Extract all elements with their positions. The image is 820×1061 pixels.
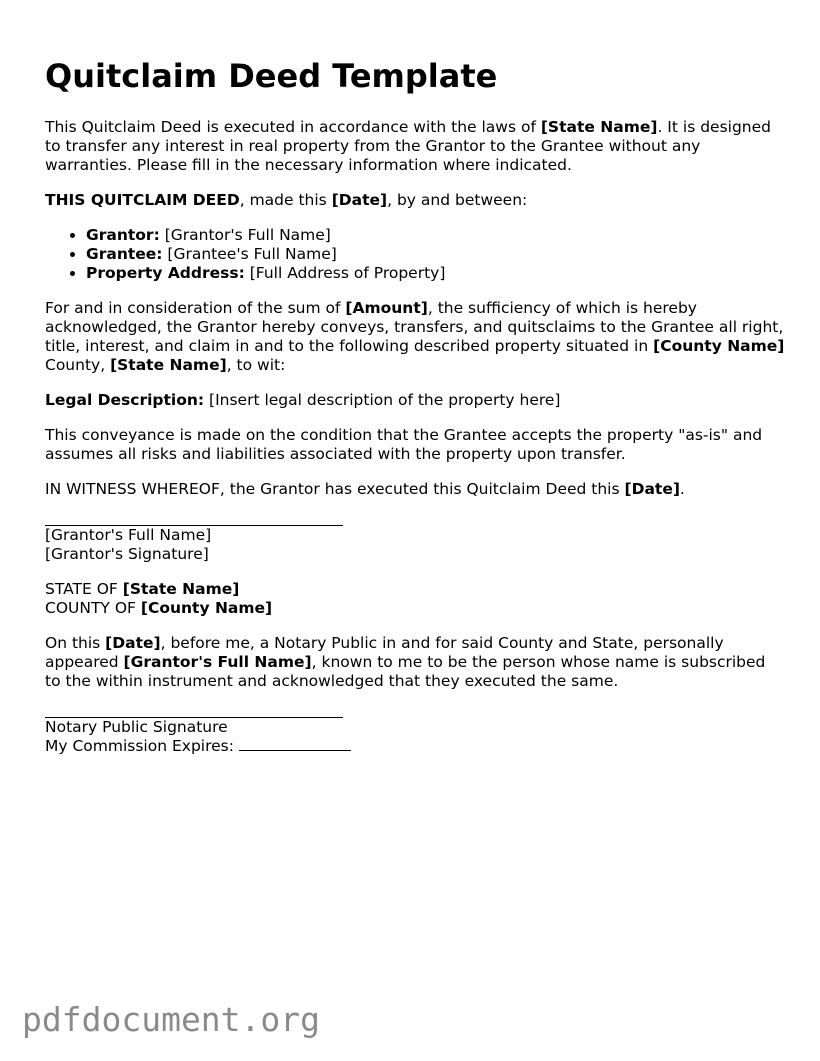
grantor-name-placeholder: [Grantor's Full Name] <box>123 653 312 671</box>
list-item-property-address: • Property Address: [Full Address of Property] <box>86 264 785 283</box>
list-item-grantee: • Grantee: [Grantee's Full Name] <box>86 245 785 264</box>
grantor-name-label: [Grantor's Full Name] <box>45 526 212 544</box>
state-placeholder: [State Name] <box>110 356 227 374</box>
page-title: Quitclaim Deed Template <box>45 57 498 95</box>
state-placeholder: [State Name] <box>540 118 658 136</box>
condition-paragraph: This conveyance is made on the condition that the Grantee accepts the property "as-is" and assumes all risks and liabilities associated with the property upon transfer. <box>45 426 763 463</box>
document-page <box>45 56 785 772</box>
notary-signature-label: Notary Public Signature <box>45 718 228 736</box>
watermark: pdfdocument.org <box>22 1000 321 1039</box>
deed-made-line: THIS QUITCLAIM DEED, made this [Date], by and between: <box>45 191 528 209</box>
amount-placeholder: [Amount] <box>345 299 428 317</box>
notary-paragraph: On this [Date], before me, a Notary Public in and for said County and State, personally appeared [Grantor's Full Name], known to me to be the person whose name is subscribed to the within instrument and acknowledged that they executed the same. <box>45 634 766 690</box>
date-placeholder: [Date] <box>105 634 161 652</box>
notary-signature-line[interactable] <box>45 707 343 718</box>
consideration-paragraph: For and in consideration of the sum of [Amount], the sufficiency of which is hereby acknowledged, the Grantor hereby conveys, transfers, and quitsclaims to the Grantee all right, title, interest, and claim in and to the following described property situated in [County Name] County, [State Name], to wit: <box>45 299 785 374</box>
grantor-signature-label: [Grantor's Signature] <box>45 545 209 563</box>
deed-lead: THIS QUITCLAIM DEED <box>45 191 240 209</box>
venue-county: COUNTY OF [County Name] <box>45 599 273 617</box>
venue-block <box>45 580 785 618</box>
county-placeholder: [County Name] <box>653 337 785 355</box>
notary-signature-block <box>45 707 785 756</box>
grantor-signature-block <box>45 515 785 564</box>
intro-paragraph: This Quitclaim Deed is executed in accordance with the laws of [State Name]. It is designed to transfer any interest in real property from the Grantor to the Grantee without any warranties. Please fill in the necessary information where indicated. <box>45 118 771 174</box>
parties-list <box>45 226 785 283</box>
grantor-signature-line[interactable] <box>45 515 343 526</box>
date-placeholder: [Date] <box>331 191 388 209</box>
venue-state: STATE OF [State Name] <box>45 580 240 598</box>
commission-expires-blank[interactable] <box>239 738 351 751</box>
date-placeholder: [Date] <box>624 480 680 498</box>
list-item-grantor: • Grantor: [Grantor's Full Name] <box>86 226 785 245</box>
witness-paragraph: IN WITNESS WHEREOF, the Grantor has executed this Quitclaim Deed this [Date]. <box>45 480 685 498</box>
commission-expires: My Commission Expires: <box>45 737 785 756</box>
legal-description: Legal Description: [Insert legal description of the property here] <box>45 391 561 409</box>
